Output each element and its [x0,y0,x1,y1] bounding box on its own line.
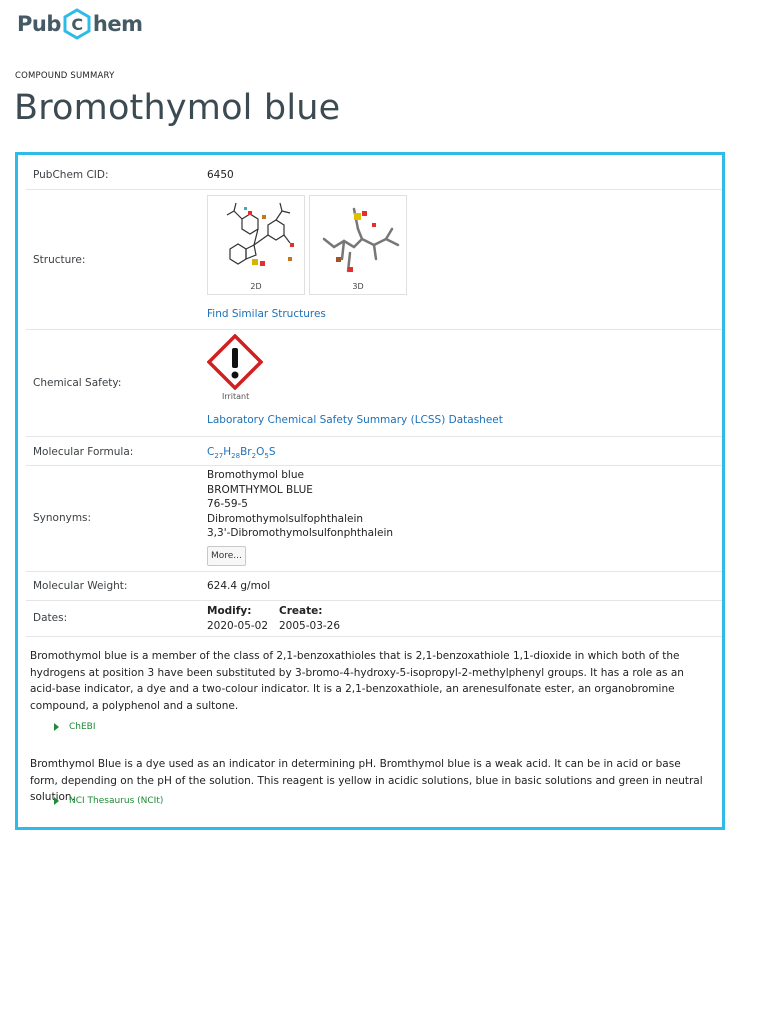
description-chebi: Bromothymol blue is a member of the class of 2,1-benzoxathioles that is 2,1-benzoxathiole 1,1-dioxide in which both of the hydrogens at position 3 have been substituted by 3-bromo-4-hydroxy-5-isopropyl-2-methylphenyl groups. It has a role as an acid-base indicator, a dye and a two-colour indicator. It is a 2,1-benzoxathiole, an arenesulfonate ester, an organobromine compound, a polyphenol and a sultone. [30,650,684,712]
expand-triangle-icon [54,723,59,731]
row-structure [26,189,722,330]
modify-date: 2020-05-02 [207,620,269,632]
structure-3d-thumbnail[interactable] [309,195,407,295]
synonyms-list [207,468,393,566]
structure-3d-drawing [314,199,404,281]
weight-label: Molecular Weight: [33,580,128,592]
formula-br: Br [240,446,252,458]
create-block [279,605,340,632]
formula-s: S [268,446,276,458]
breadcrumb: COMPOUND SUMMARY [15,71,115,81]
formula-c: C [207,446,215,458]
source-ncit-label: NCI Thesaurus (NCIt) [69,796,164,806]
source-chebi-link[interactable] [54,722,96,732]
description-ncit: Bromthymol Blue is a dye used as an indicator in determining pH. Bromthymol blue is a weak acid. It can be in acid or base form, depending on the pH of the solution. This reagent is yellow in acidic solutions, blue in basic solutions and green in neutral solution. [30,758,703,803]
divider [26,636,722,637]
synonyms-more-button[interactable]: More... [207,546,246,567]
structure-2d-drawing [212,199,302,281]
logo-text-left: Pub [17,12,61,36]
ghs-irritant-icon[interactable] [207,334,263,390]
row-synonyms [26,465,722,572]
create-date: 2005-03-26 [279,620,341,632]
row-dates [26,600,722,637]
find-similar-structures-link[interactable]: Find Similar Structures [207,308,326,320]
dates-label: Dates: [33,612,68,624]
modify-block [207,605,268,632]
row-formula [26,436,722,466]
synonyms-label: Synonyms: [33,512,92,524]
synonym-item: BROMTHYMOL BLUE [207,483,313,496]
chemical-safety-label: Chemical Safety: [33,377,122,389]
formula-label: Molecular Formula: [33,446,134,458]
modify-label: Modify: [207,605,252,617]
row-chemical-safety [26,329,722,437]
source-chebi-label: ChEBI [69,722,96,732]
formula-o-count: 5 [264,452,269,461]
logo-text-right: hem [92,12,143,36]
pubchem-logo[interactable] [17,8,142,40]
logo-hexagon-icon [62,8,92,40]
ghs-caption: Irritant [222,392,250,401]
cid-value: 6450 [207,169,234,181]
synonym-item: Bromothymol blue [207,469,304,481]
logo-letter: C [71,15,83,34]
structure-label: Structure: [33,254,86,266]
structure-2d-caption: 2D [250,282,262,291]
formula-c-count: 27 [214,452,224,461]
formula-value-link[interactable] [207,446,276,460]
source-ncit-link[interactable] [54,796,163,806]
page-title: Bromothymol blue [14,88,341,128]
row-cid [26,159,722,189]
formula-h-count: 28 [231,452,241,461]
synonym-item: Dibromothymolsulfophthalein [207,512,364,525]
lcss-datasheet-link[interactable]: Laboratory Chemical Safety Summary (LCSS) Datasheet [207,414,503,426]
cid-label: PubChem CID: [33,169,109,181]
synonym-item: 3,3'-Dibromothymolsulfonphthalein [207,527,394,539]
create-label: Create: [279,605,323,617]
formula-o: O [256,446,265,458]
weight-value: 624.4 g/mol [207,580,271,592]
summary-box [15,152,725,830]
structure-2d-thumbnail[interactable] [207,195,305,295]
expand-triangle-icon [54,797,59,805]
synonym-item: 76-59-5 [207,498,248,510]
row-molecular-weight [26,571,722,601]
structure-3d-caption: 3D [352,282,364,291]
formula-br-count: 2 [251,452,257,461]
formula-h: H [223,446,232,458]
